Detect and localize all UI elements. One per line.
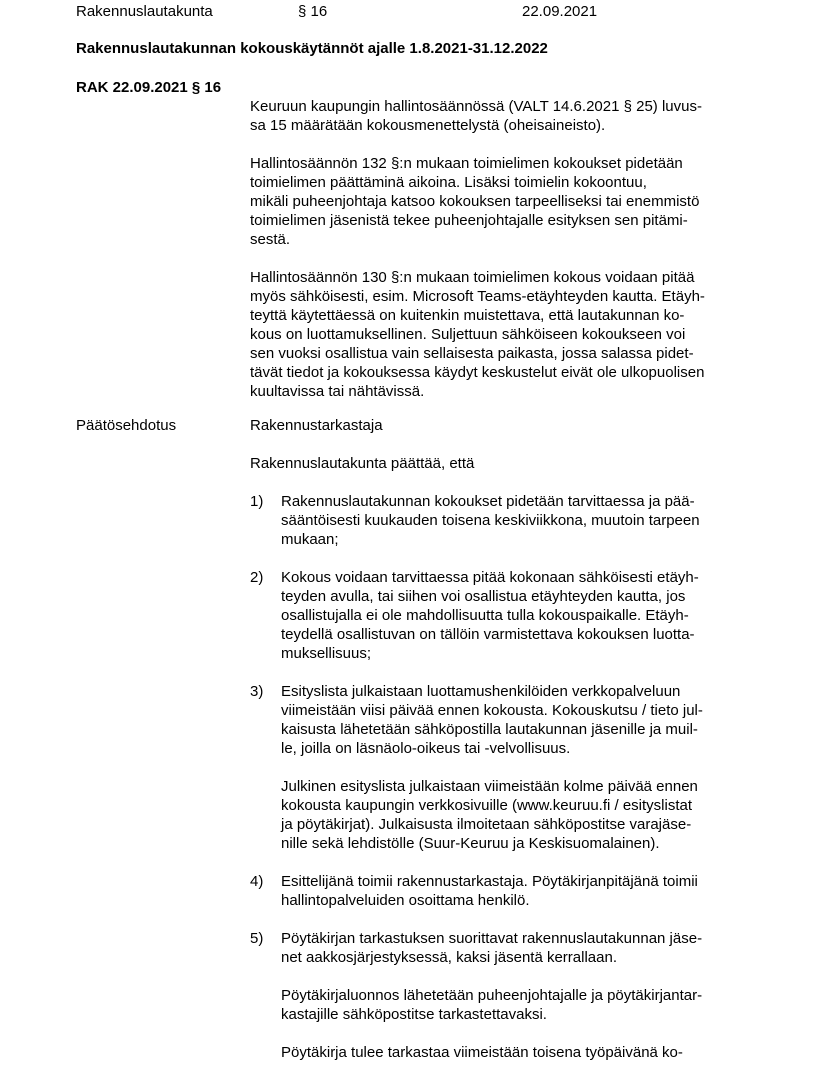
decision-label: Päätösehdotus [76,417,177,434]
item-number: 4) [250,873,264,890]
decision-item [250,492,745,549]
item-content [281,568,745,663]
item-content [281,929,745,1062]
text-line: sestä. [250,231,291,248]
text-line: kous on luottamuksellinen. Suljettuun sähköiseen kokoukseen voi [250,326,686,343]
paragraph [281,568,745,663]
text-line: kokousta kaupungin verkkosivuille (www.keuruu.fi / esityslistat [281,797,693,814]
paragraph [281,872,745,910]
decision-item [250,872,745,910]
item-number: 1) [250,493,264,510]
paragraph [281,492,745,549]
text-line: myös sähköisesti, esim. Microsoft Teams-etäyhteyden kautta. Etäyh- [250,288,705,305]
text-line: Rakennuslautakunnan kokoukset pidetään tarvittaessa ja pää- [281,493,695,510]
text-line: hallintopalveluiden osoittama henkilö. [281,892,530,909]
decision-item [250,929,745,1062]
paragraph [281,777,745,853]
decision-items [250,492,745,1062]
text-line: Julkinen esityslista julkaistaan viimeistään kolme päivää ennen [281,778,698,795]
paragraph [250,97,745,135]
text-line: sa 15 määrätään kokousmenettelystä (oheisaineisto). [250,117,606,134]
text-line: toimielimen jäsenistä tekee puheenjohtajalle esityksen sen pitämi- [250,212,688,229]
text-line: kastajille sähköpostitse tarkastettavaksi. [281,1006,547,1023]
text-line: Hallintosäännön 132 §:n mukaan toimielimen kokoukset pidetään [250,155,683,172]
text-line: teyttä käytettäessä on kuitenkin muistettava, että lautakunnan ko- [250,307,685,324]
item-number: 3) [250,683,264,700]
text-line: osallistujalla ei ole mahdollisuutta tulla kokouspaikalle. Etäyh- [281,607,689,624]
text-line: sääntöisesti kuukauden toisena keskiviikkona, muutoin tarpeen [281,512,700,529]
text-line: nille sekä lehdistölle (Suur-Keuruu ja Keskisuomalainen). [281,835,660,852]
item-number: 2) [250,569,264,586]
paragraph [281,929,745,967]
header-section: § 16 [298,3,328,20]
text-line: Keuruun kaupungin hallintosäännössä (VALT 14.6.2021 § 25) luvus- [250,98,702,115]
paragraph [281,1043,745,1062]
text-line: teydellä osallistuvan on tällöin varmistettava kokouksen luotta- [281,626,695,643]
text-line: Pöytäkirjaluonnos lähetetään puheenjohtajalle ja pöytäkirjantar- [281,987,703,1004]
text-line: tävät tiedot ja kokouksessa käydyt keskustelut eivät ole ulkopuolisen [250,364,705,381]
document-title: Rakennuslautakunnan kokouskäytännöt ajalle 1.8.2021-31.12.2022 [76,40,548,57]
text-line: le, joilla on läsnäolo-oikeus tai -velvollisuus. [281,740,571,757]
paragraph [281,682,745,758]
text-line: Pöytäkirjan tarkastuksen suorittavat rakennuslautakunnan jäse- [281,930,703,947]
header-date: 22.09.2021 [522,3,598,20]
item-content [281,682,745,853]
text-line: sen vuoksi osallistua vain sellaisesta paikasta, jossa salassa pidet- [250,345,694,362]
text-line: Esittelijänä toimii rakennustarkastaja. Pöytäkirjanpitäjänä toimii [281,873,698,890]
text-line: Hallintosäännön 130 §:n mukaan toimielimen kokous voidaan pitää [250,269,695,286]
text-line: net aakkosjärjestyksessä, kaksi jäsentä kerrallaan. [281,949,617,966]
item-number: 5) [250,930,264,947]
text-line: ja pöytäkirjat). Julkaisusta ilmoitetaan sähköpostitse varajäse- [281,816,692,833]
decision-proposal [250,416,745,1081]
meeting-reference: RAK 22.09.2021 § 16 [76,79,222,96]
text-line: viimeistään viisi päivää ennen kokousta. Kokouskutsu / tieto jul- [281,702,703,719]
text-line: Pöytäkirja tulee tarkastaa viimeistään toisena työpäivänä ko- [281,1044,683,1061]
text-line: kaisusta lähetetään sähköpostilla lautakunnan jäsenille ja muil- [281,721,698,738]
text-line: muksellisuus; [281,645,372,662]
decision-intro: Rakennuslautakunta päättää, että [250,455,475,472]
text-line: mikäli puheenjohtaja katsoo kokouksen tarpeelliseksi tai enemmistö [250,193,700,210]
decision-item [250,682,745,853]
text-line: kuultavissa tai nähtävissä. [250,383,425,400]
decision-item [250,568,745,663]
background-text [250,97,745,420]
text-line: teyden avulla, tai siihen voi osallistua etäyhteyden kautta, jos [281,588,686,605]
text-line: Kokous voidaan tarvittaessa pitää kokonaan sähköisesti etäyh- [281,569,699,586]
item-content [281,872,745,910]
header-body-name: Rakennuslautakunta [76,3,213,20]
paragraph [281,986,745,1024]
item-content [281,492,745,549]
text-line: mukaan; [281,531,339,548]
proposer: Rakennustarkastaja [250,417,383,434]
text-line: toimielimen päättäminä aikoina. Lisäksi toimielin kokoontuu, [250,174,647,191]
paragraph [250,154,745,249]
text-line: Esityslista julkaistaan luottamushenkilöiden verkkopalveluun [281,683,681,700]
paragraph [250,268,745,401]
